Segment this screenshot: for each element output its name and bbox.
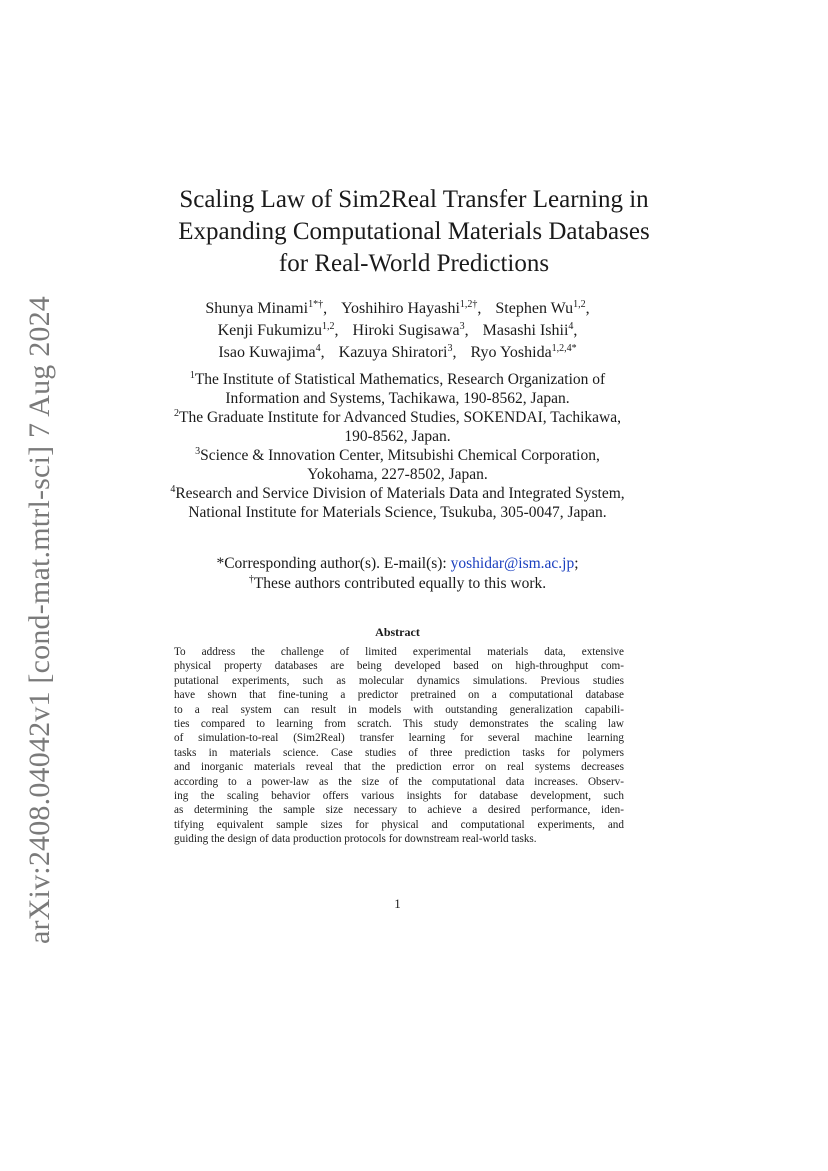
author: Kenji Fukumizu$^{1,2}$, <box>217 321 339 339</box>
corresponding-author: *Corresponding author(s). E-mail(s): yoshidar@ism.ac.jp; <box>216 555 579 572</box>
abstract-line: putational experiments, such as molecular dynamics simulations. Previous studies <box>174 674 624 687</box>
page-number: 1 <box>394 896 401 911</box>
abstract-line: of simulation-to-real (Sim2Real) transfer learning for several machine learning <box>174 732 624 745</box>
abstract-line: physical property databases are being developed based on high-throughput com- <box>174 660 624 673</box>
abstract-line: have shown that fine-tuning a predictor pretrained on a computational database <box>174 689 624 702</box>
abstract-line: tasks in materials science. Case studies of three prediction tasks for polymers <box>174 746 624 759</box>
affiliation-list <box>0 370 795 522</box>
abstract-line: and inorganic materials reveal that the prediction error on real systems decreases <box>174 761 624 774</box>
affiliation: $^2$The Graduate Institute for Advanced Studies, SOKENDAI, Tachikawa, 190-8562, Japan. <box>174 408 621 445</box>
equal-contribution-note: †These authors contributed equally to this work. <box>248 574 547 592</box>
abstract-line: ing the scaling behavior offers various insights for database development, such <box>174 790 624 803</box>
abstract-line: as determining the sample size necessary to achieve a desired performance, iden- <box>174 804 624 817</box>
title-line: Scaling Law of Sim2Real Transfer Learning in <box>179 186 649 213</box>
author: Yoshihiro Hayashi$^{1,2\dagger}$, <box>341 299 482 317</box>
author: Stephen Wu$^{1,2}$, <box>495 299 590 317</box>
abstract-line: according to a power-law as the size of the computational data increases. Observ- <box>174 775 624 788</box>
author: Masashi Ishii$^4$, <box>482 321 578 339</box>
abstract-line: To address the challenge of limited experimental materials data, extensive <box>174 646 624 658</box>
title-line: for Real-World Predictions <box>278 250 550 277</box>
affiliation: $^4$Research and Service Division of Materials Data and Integrated System, National Institute for Materials Science, Tsukuba, 305-0047, Japan. <box>170 484 625 521</box>
abstract-line: guiding the design of data production protocols for downstream real-world tasks. <box>174 833 537 846</box>
author: Kazuya Shiratori$^3$, <box>338 343 457 361</box>
abstract-body <box>174 645 624 847</box>
author: Shunya Minami$^{1*\dagger}$, <box>205 299 328 317</box>
affiliation: $^3$Science & Innovation Center, Mitsubishi Chemical Corporation, Yokohama, 227-8502, Japan. <box>195 446 600 483</box>
author-row <box>0 342 795 364</box>
arxiv-identifier: arXiv:2408.04042v1 [cond-mat.mtrl-sci] 7 Aug 2024 <box>23 295 56 945</box>
abstract-line: to a real system can result in models with outstanding generalization capabili- <box>174 703 624 716</box>
paper-title <box>0 184 828 280</box>
author-list <box>0 298 795 364</box>
title-line: Expanding Computational Materials Databases <box>178 218 650 245</box>
author-row <box>0 298 795 320</box>
email-link[interactable]: yoshidar@ism.ac.jp <box>450 555 575 572</box>
author: Ryo Yoshida$^{1,2,4*}$ <box>470 343 577 361</box>
abstract-line: tifying equivalent sample sizes for physical and computational experiments, and <box>174 818 624 831</box>
author: Isao Kuwajima$^4$, <box>218 343 325 361</box>
author: Hiroki Sugisawa$^3$, <box>352 321 469 339</box>
contact-info <box>0 554 795 594</box>
author-row <box>0 320 795 342</box>
abstract-heading: Abstract <box>375 625 420 639</box>
affiliation: $^1$The Institute of Statistical Mathematics, Research Organization of Information and Systems, Tachikawa, 190-8562, Japan. <box>189 370 606 407</box>
abstract-line: ties compared to learning from scratch. This study demonstrates the scaling law <box>174 718 624 731</box>
